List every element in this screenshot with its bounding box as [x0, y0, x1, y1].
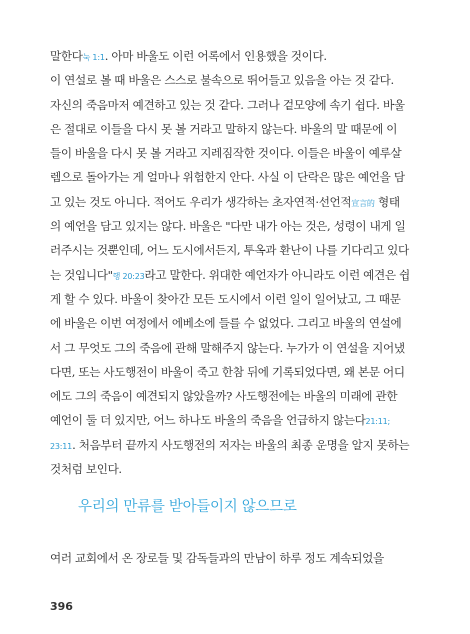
text-line — [50, 433, 422, 457]
text-line — [50, 165, 422, 189]
text-line — [50, 93, 422, 117]
line-text: 러주시는 것뿐인데, 어느 도시에서든지, 투옥과 환난이 나를 기다리고 있다 — [50, 243, 409, 258]
body-paragraphs — [50, 44, 422, 481]
line-text: 에 바울은 이번 여정에서 에베소에 들를 수 없었다. 그리고 바울의 연설에 — [50, 316, 402, 331]
line-text: 것처럼 보인다. — [50, 462, 122, 477]
line-text: 형태 — [374, 194, 400, 209]
text-line — [50, 214, 422, 238]
line-text: 는 것입니다" — [50, 267, 113, 282]
page-number: 396 — [50, 600, 73, 613]
text-line — [50, 263, 422, 287]
text-line — [50, 457, 422, 481]
text-line — [50, 141, 422, 165]
section-heading: 우리의 만류를 받아들이지 않으므로 — [78, 499, 297, 515]
line-text: 자신의 죽음마저 예견하고 있는 것 같다. 그러나 겉모양에 속기 쉽다. 바울 — [50, 97, 405, 112]
scripture-reference: 21:11; — [365, 417, 391, 427]
line-text: 의 예언을 담고 있지는 않다. 바울은 "다만 내가 아는 것은, 성령이 내게 일 — [50, 219, 406, 234]
line-text: 라고 말한다. 위대한 예언자가 아니라도 이런 예견은 쉽 — [144, 267, 410, 282]
line-text: 고 있는 것도 아니다. 적어도 우리가 생각하는 초자연적·선언적 — [50, 194, 352, 209]
line-text: 예언이 둘 더 있지만, 어느 하나도 바울의 죽음을 언급하지 않는다 — [50, 413, 366, 428]
line-text: 렘으로 돌아가는 게 얼마나 위험한지 안다. 사실 이 단락은 많은 예언을 담 — [50, 170, 405, 185]
scripture-reference: 행 20:23 — [112, 271, 145, 281]
scripture-reference: 宣言的 — [351, 198, 375, 208]
line-text: . 처음부터 끝까지 사도행전의 저자는 바울의 최종 운명을 알지 못하는 — [72, 437, 410, 452]
text-line — [50, 408, 422, 432]
text-line — [50, 190, 422, 214]
line-text: 다면, 또는 사도행전이 바울이 죽고 한참 뒤에 기록되었다면, 왜 본문 어디 — [50, 364, 405, 379]
line-text: . 아마 바울도 이런 어록에서 인용했을 것이다. — [104, 49, 327, 63]
text-line — [50, 336, 422, 360]
text-line — [50, 311, 422, 335]
line-text: 에도 그의 죽음이 예견되지 않았을까? 사도행전에는 바울의 미래에 관한 — [50, 389, 398, 404]
line-text: 서 그 무엇도 그의 죽음에 관해 말해주지 않는다. 누가가 이 연설을 지어냈 — [50, 340, 405, 355]
line-text: 게 할 수 있다. 바울이 찾아간 모든 도시에서 이런 일이 일어났고, 그 때문 — [50, 291, 401, 306]
text-line — [50, 44, 422, 68]
text-line — [50, 287, 422, 311]
line-text: 은 절대로 이들을 다시 못 볼 거라고 말하지 않는다. 바울의 말 때문에 이 — [50, 121, 398, 136]
line-text: 이 연설로 볼 때 바울은 스스로 불속으로 뛰어들고 있음을 아는 것 같다. — [50, 73, 394, 88]
text-line — [50, 117, 422, 141]
next-paragraph-line: 여러 교회에서 온 장로들 및 감독들과의 만남이 하루 정도 계속되었을 — [50, 551, 384, 565]
text-line — [50, 68, 422, 92]
line-text: 말한다 — [50, 49, 83, 63]
line-text: 들이 바울을 다시 못 볼 거라고 지레짐작한 것이다. 이들은 바울이 예루살 — [50, 146, 402, 161]
text-line — [50, 360, 422, 384]
text-line — [50, 384, 422, 408]
text-line — [50, 238, 422, 262]
scripture-reference: 눅 1:1 — [82, 53, 105, 62]
scripture-reference: 23:11 — [50, 441, 73, 451]
